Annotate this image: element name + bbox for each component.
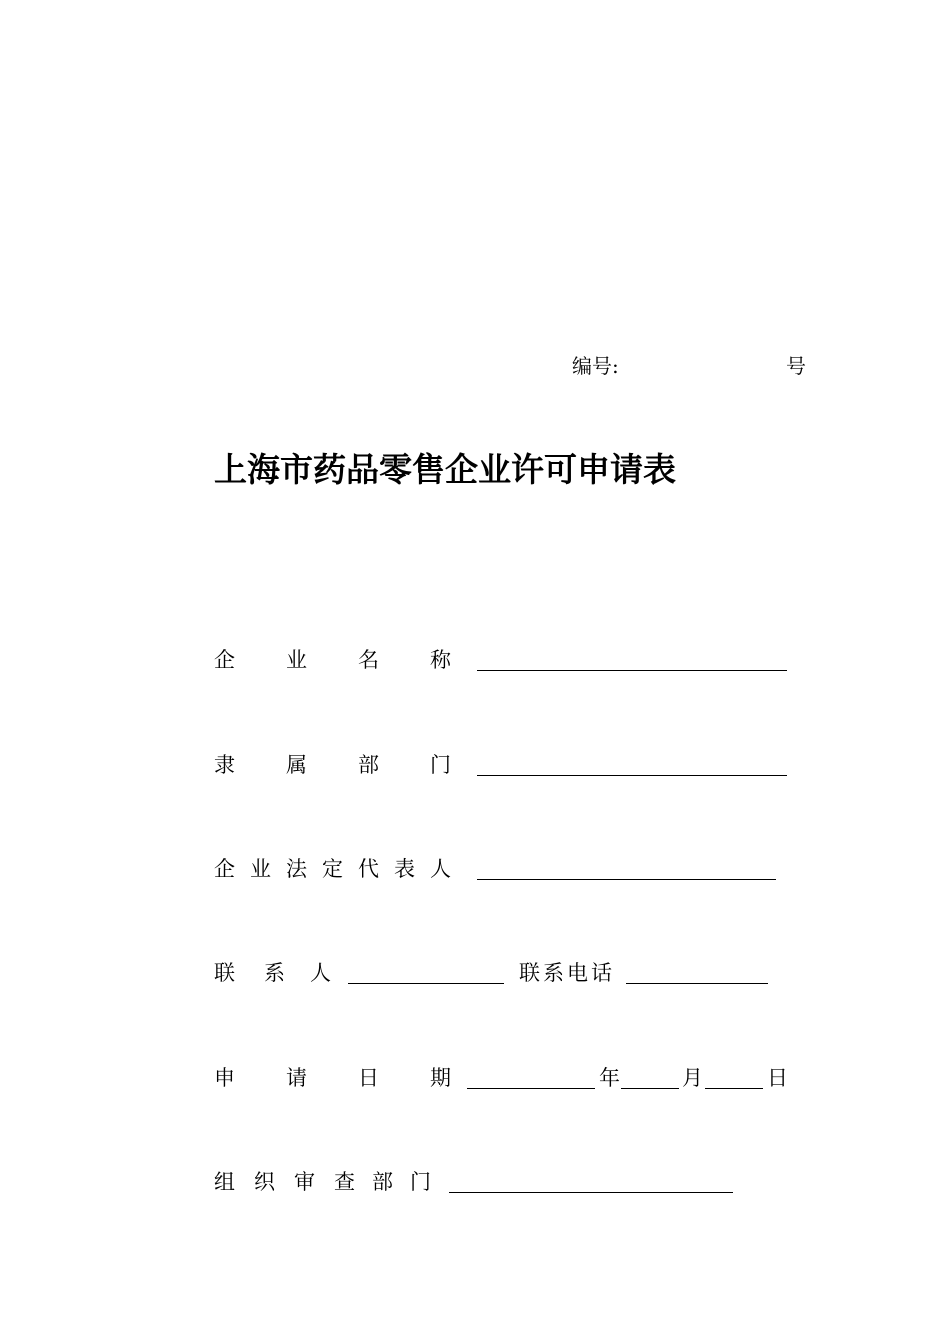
- contact-person-field[interactable]: [348, 983, 504, 984]
- label-char: 期: [430, 1066, 451, 1090]
- label-char: 请: [286, 1066, 307, 1090]
- application-month-field[interactable]: [621, 1088, 679, 1089]
- label-char: 门: [430, 753, 451, 777]
- label-char: 组: [214, 1170, 235, 1194]
- label-char: 定: [322, 857, 343, 881]
- application-date-row: [0, 1068, 950, 1108]
- label-char: 业: [286, 648, 307, 672]
- day-label: 日: [767, 1066, 788, 1090]
- legal-representative-field[interactable]: [477, 879, 776, 880]
- label-char: 属: [286, 753, 307, 777]
- label-char: 称: [430, 648, 451, 672]
- label-char: 隶: [214, 753, 235, 777]
- company-name-field[interactable]: [477, 670, 787, 671]
- label-char: 审: [294, 1170, 315, 1194]
- month-label: 月: [682, 1066, 703, 1090]
- label-char: 企: [214, 648, 235, 672]
- label-char: 业: [250, 857, 271, 881]
- label-char: 人: [430, 857, 451, 881]
- review-department-row: [0, 1172, 950, 1212]
- serial-number-label: 编号:: [572, 354, 619, 378]
- contact-phone-field[interactable]: [626, 983, 768, 984]
- label-char: 表: [394, 857, 415, 881]
- label-char: 门: [410, 1170, 431, 1194]
- year-label: 年: [599, 1066, 620, 1090]
- contact-phone-label: 联系电话: [519, 961, 615, 985]
- label-char: 系: [264, 961, 285, 985]
- company-name-row: [0, 650, 950, 690]
- label-char: 织: [254, 1170, 275, 1194]
- label-char: 企: [214, 857, 235, 881]
- label-char: 人: [310, 961, 331, 985]
- label-char: 名: [358, 648, 379, 672]
- affiliated-department-row: [0, 755, 950, 795]
- label-char: 代: [358, 857, 379, 881]
- label-char: 法: [286, 857, 307, 881]
- form-title: 上海市药品零售企业许可申请表: [214, 450, 676, 489]
- legal-representative-row: [0, 859, 950, 899]
- label-char: 日: [358, 1066, 379, 1090]
- review-department-field[interactable]: [449, 1192, 733, 1193]
- affiliated-department-field[interactable]: [477, 775, 787, 776]
- label-char: 联: [214, 961, 235, 985]
- label-char: 查: [334, 1170, 355, 1194]
- serial-number-suffix: 号: [786, 354, 806, 378]
- application-day-field[interactable]: [705, 1088, 763, 1089]
- label-char: 申: [214, 1066, 235, 1090]
- label-char: 部: [372, 1170, 393, 1194]
- contact-row: [0, 963, 950, 1003]
- application-year-field[interactable]: [467, 1088, 595, 1089]
- label-char: 部: [358, 753, 379, 777]
